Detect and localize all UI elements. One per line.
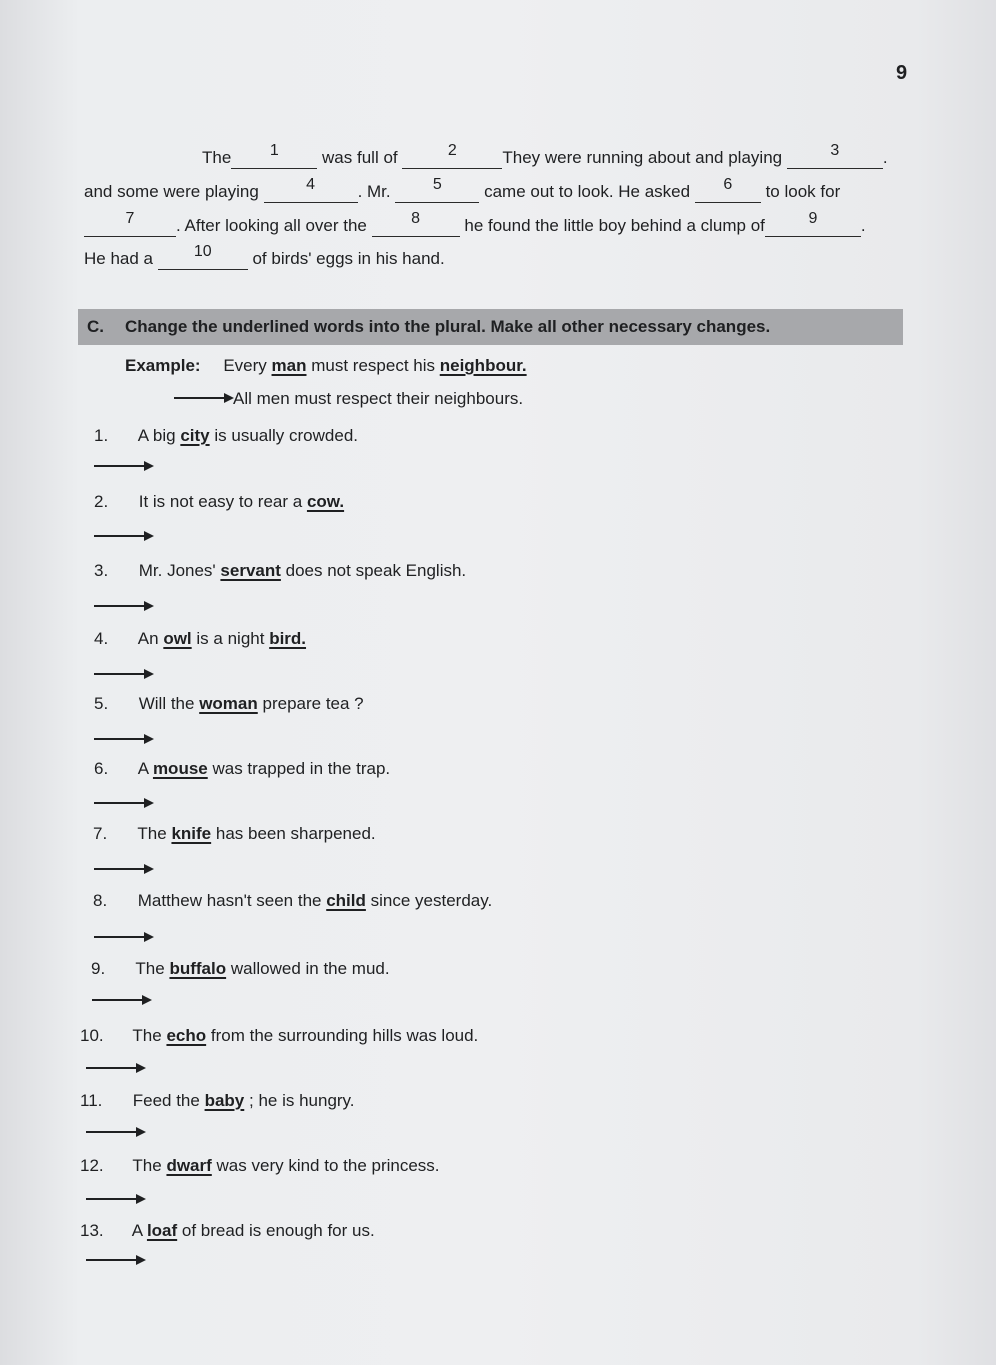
blank-8: 8 [372,216,460,237]
blank-3: 3 [787,148,883,169]
question-7: 7. The knife has been sharpened. [93,824,376,843]
arrow-icon [94,734,154,744]
question-4: 4. An owl is a night bird. [94,629,307,648]
question-8: 8. Matthew hasn't seen the child since yesterday. [93,891,493,910]
underlined-word: loaf [146,1221,178,1240]
underlined-word: echo [166,1026,207,1045]
question-6: 6. A mouse was trapped in the trap. [94,759,391,778]
blank-4: 4 [264,182,358,203]
arrow-icon [86,1194,146,1204]
underlined-word: bird. [269,629,307,648]
cloze-line-1: The 1 was full of 2 They were running about and playing 3 . [202,142,888,167]
blank-7: 7 [84,216,176,237]
section-c-header [78,309,903,345]
arrow-icon [94,864,154,874]
underlined-word: servant [220,561,281,580]
arrow-icon [92,995,152,1005]
underlined-word: mouse [152,759,208,778]
arrow-icon [86,1255,146,1265]
blank-1: 1 [231,148,317,169]
underlined-word: buffalo [169,959,227,978]
cloze-line-3: 7 . After looking all over the 8 he found the little boy behind a clump of 9 . [84,216,866,237]
question-5: 5. Will the woman prepare tea ? [94,694,364,713]
underlined-word: city [180,426,210,445]
arrow-icon [86,1063,146,1073]
cloze-line-4: He had a 10 of birds' eggs in his hand. [84,243,445,268]
underlined-word: child [326,891,366,910]
question-2: 2. It is not easy to rear a cow. [94,492,345,511]
underlined-word: dwarf [166,1156,212,1175]
underlined-word: owl [163,629,192,648]
question-10: 10. The echo from the surrounding hills was loud. [80,1026,479,1045]
underlined-word: man [271,356,307,375]
arrow-icon [94,798,154,808]
arrow-icon [174,393,234,403]
cloze-line-2: and some were playing 4 . Mr. 5 came out to look. He asked 6 to look for [84,176,841,201]
question-3: 3. Mr. Jones' servant does not speak English. [94,561,467,580]
example-label: Example: [125,356,201,375]
blank-5: 5 [395,182,479,203]
question-1: 1. A big city is usually crowded. [94,426,358,445]
underlined-word: neighbour. [439,356,527,375]
question-12: 12. The dwarf was very kind to the princess. [80,1156,440,1175]
underlined-word: knife [171,824,212,843]
question-13: 13. A loaf of bread is enough for us. [80,1221,375,1240]
underlined-word: baby [204,1091,245,1110]
arrow-icon [94,531,154,541]
question-9: 9. The buffalo wallowed in the mud. [91,959,390,978]
question-11: 11. Feed the baby ; he is hungry. [80,1091,355,1110]
page-number: 9 [896,62,908,84]
arrow-icon [94,601,154,611]
section-letter: C. [87,317,104,336]
arrow-icon [86,1127,146,1137]
blank-2: 2 [402,148,502,169]
underlined-word: woman [199,694,258,713]
example-sentence: Example: Every man must respect his neighbour. [125,356,527,375]
arrow-icon [94,461,154,471]
blank-6: 6 [695,182,761,203]
arrow-icon [94,932,154,942]
arrow-icon [94,669,154,679]
underlined-word: cow. [306,492,345,511]
example-answer: All men must respect their neighbours. [233,389,524,408]
blank-10: 10 [158,249,248,270]
blank-9: 9 [765,216,861,237]
section-instruction: Change the underlined words into the plural. Make all other necessary changes. [125,317,771,336]
